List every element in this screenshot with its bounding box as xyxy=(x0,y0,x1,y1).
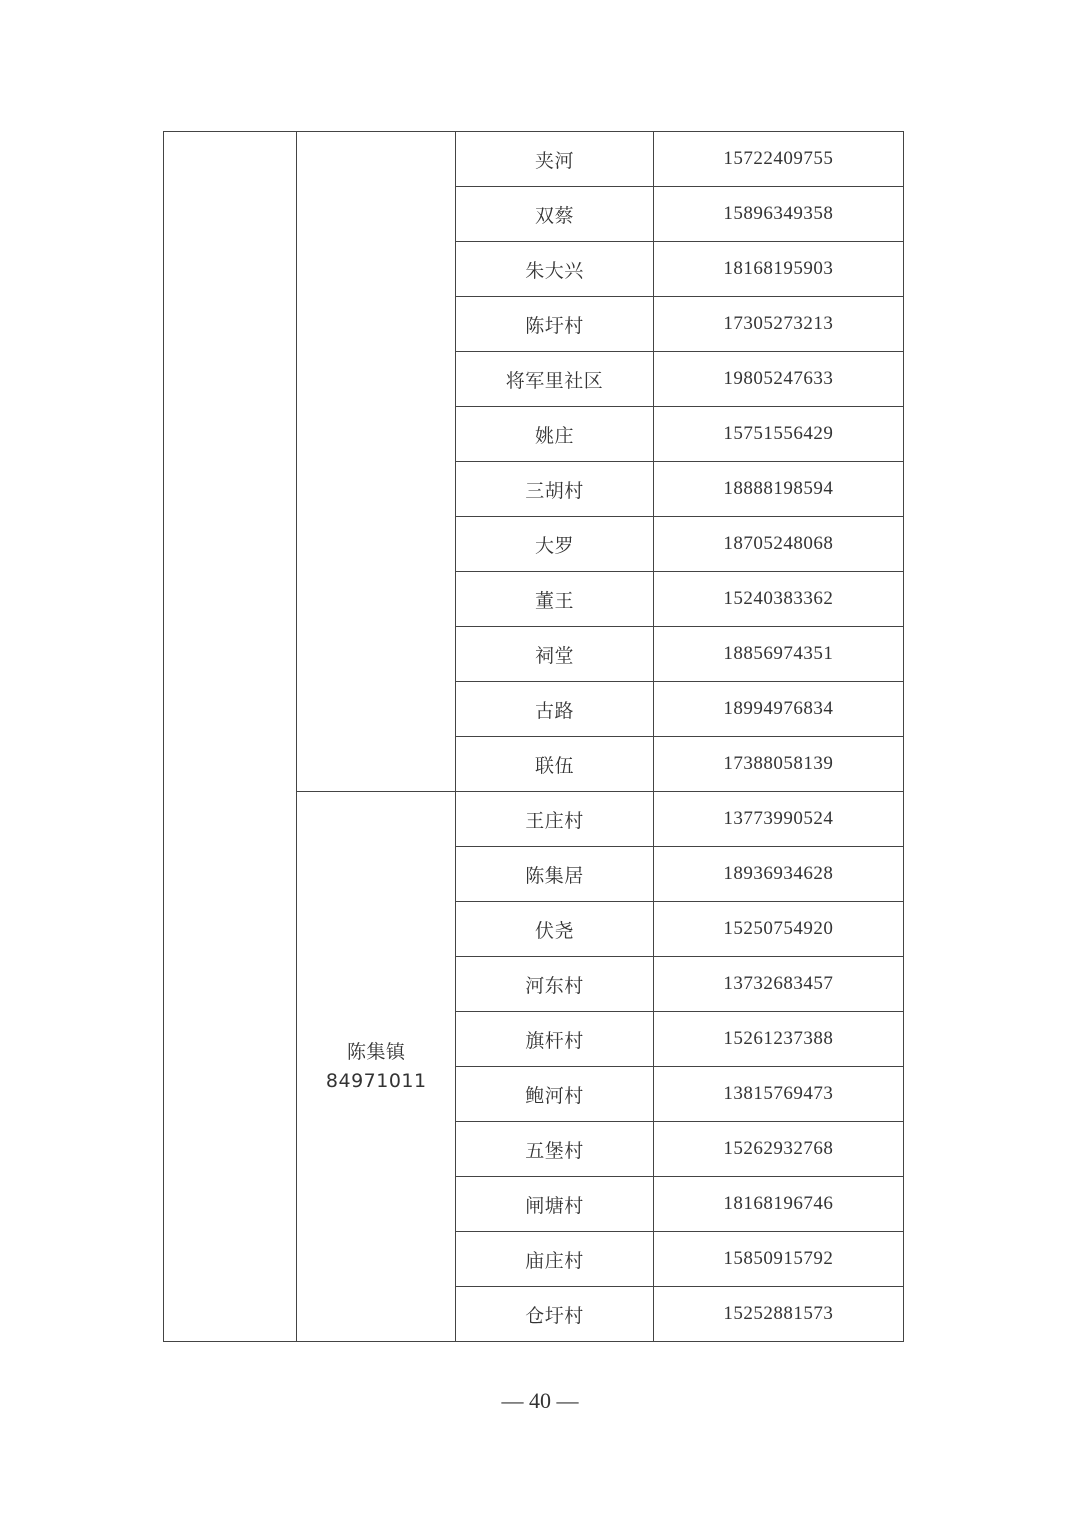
contact-table xyxy=(163,131,904,1342)
village-name: 陈集居 xyxy=(456,847,653,902)
village-name: 双蔡 xyxy=(456,187,653,242)
village-phone: 15850915792 xyxy=(653,1232,903,1287)
village-name: 将军里社区 xyxy=(456,352,653,407)
village-name: 朱大兴 xyxy=(456,242,653,297)
village-name: 夹河 xyxy=(456,132,653,187)
village-phone: 18888198594 xyxy=(653,462,903,517)
village-name: 鲍河村 xyxy=(456,1067,653,1122)
village-name: 河东村 xyxy=(456,957,653,1012)
village-phone: 18856974351 xyxy=(653,627,903,682)
village-phone: 15240383362 xyxy=(653,572,903,627)
village-phone: 15751556429 xyxy=(653,407,903,462)
village-name: 旗杆村 xyxy=(456,1012,653,1067)
village-name: 三胡村 xyxy=(456,462,653,517)
district-cell xyxy=(164,132,297,1342)
village-phone: 18168195903 xyxy=(653,242,903,297)
village-phone: 18994976834 xyxy=(653,682,903,737)
village-phone: 17388058139 xyxy=(653,737,903,792)
village-name: 伏尧 xyxy=(456,902,653,957)
village-phone: 13732683457 xyxy=(653,957,903,1012)
village-phone: 13773990524 xyxy=(653,792,903,847)
village-phone: 15896349358 xyxy=(653,187,903,242)
village-name: 庙庄村 xyxy=(456,1232,653,1287)
town-cell xyxy=(297,132,456,792)
village-phone: 15722409755 xyxy=(653,132,903,187)
contact-table-body xyxy=(164,132,904,1342)
town-cell xyxy=(297,792,456,1342)
village-phone: 15252881573 xyxy=(653,1287,903,1342)
village-phone: 18936934628 xyxy=(653,847,903,902)
village-phone: 15262932768 xyxy=(653,1122,903,1177)
village-name: 联伍 xyxy=(456,737,653,792)
town-name: 陈集镇 xyxy=(347,1040,406,1063)
village-phone: 18705248068 xyxy=(653,517,903,572)
village-phone: 15261237388 xyxy=(653,1012,903,1067)
village-phone: 13815769473 xyxy=(653,1067,903,1122)
village-phone: 19805247633 xyxy=(653,352,903,407)
table-row xyxy=(164,132,904,187)
village-name: 王庄村 xyxy=(456,792,653,847)
village-name: 陈圩村 xyxy=(456,297,653,352)
village-name: 五堡村 xyxy=(456,1122,653,1177)
village-name: 大罗 xyxy=(456,517,653,572)
village-name: 董王 xyxy=(456,572,653,627)
village-phone: 15250754920 xyxy=(653,902,903,957)
town-phone: 84971011 xyxy=(325,1069,427,1092)
village-phone: 17305273213 xyxy=(653,297,903,352)
village-name: 姚庄 xyxy=(456,407,653,462)
village-name: 古路 xyxy=(456,682,653,737)
village-name: 闸塘村 xyxy=(456,1177,653,1232)
village-name: 祠堂 xyxy=(456,627,653,682)
village-name: 仓圩村 xyxy=(456,1287,653,1342)
page-number: — 40 — xyxy=(501,1388,579,1413)
village-phone: 18168196746 xyxy=(653,1177,903,1232)
